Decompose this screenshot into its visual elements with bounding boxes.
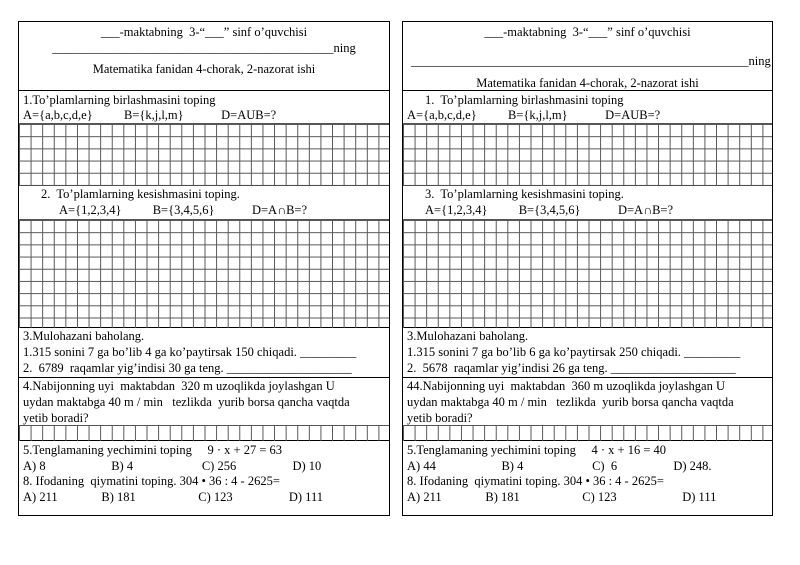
header-section [403, 22, 772, 91]
question-2-sets: A={1,2,3,4} B={3,4,5,6} D=A∩B=? [425, 203, 674, 217]
question-2-section [403, 186, 772, 328]
question-8-title: 8. Ifodaning qiymatini toping. 304 • 36 : 4 - 2625= [23, 474, 280, 488]
header-test-title: Matematika fanidan 4-chorak, 2-nazorat ishi [476, 76, 699, 90]
header-student-name: ______________________________________________________ning [411, 54, 771, 68]
answer-strip [403, 425, 772, 441]
question-3-title: 3.Mulohazani baholang. [407, 329, 529, 343]
question-5-options: A) 44 B) 4 C) 6 D) 248. [407, 459, 712, 473]
question-3-section [19, 328, 389, 378]
question-4-line-3: yetib boradi? [23, 411, 89, 425]
question-8-options: A) 211 B) 181 C) 123 D) 111 [23, 490, 323, 504]
question-3-statement-1: 1.315 sonini 7 ga bo’lib 4 ga ko’paytirsak 150 chiqadi. _________ [23, 345, 357, 359]
question-2-title: 2. To’plamlarning kesishmasini toping. [41, 187, 240, 201]
header-school-class: ___-maktabning 3-“___” sinf o’quvchisi [100, 25, 308, 39]
question-3-title: 3.Mulohazani baholang. [23, 329, 145, 343]
question-5-options: A) 8 B) 4 C) 256 D) 10 [23, 459, 322, 473]
question-4-line-1: 44.Nabijonning uyi maktabdan 360 m uzoqlikda joylashgan U [407, 379, 726, 393]
answer-strip [19, 425, 389, 441]
question-8-title: 8. Ifodaning qiymatini toping. 304 • 36 : 4 - 2625= [407, 474, 664, 488]
question-1-section [403, 91, 772, 186]
question-4-line-3: yetib boradi? [407, 411, 473, 425]
question-4-line-2: uydan maktabga 40 m / min tezlikda yurib borsa qancha vaqtda [407, 395, 734, 409]
question-3-statement-1: 1.315 sonini 7 ga bo’lib 6 ga ko’paytirsak 250 chiqadi. _________ [407, 345, 741, 359]
answer-grid [403, 219, 772, 328]
question-4-line-2: uydan maktabga 40 m / min tezlikda yurib borsa qancha vaqtda [23, 395, 350, 409]
question-5-title: 5.Tenglamaning yechimini toping 4 · x + 16 = 40 [407, 443, 667, 457]
question-3-statement-2: 2. 5678 raqamlar yig’indisi 26 ga teng. ____________________ [407, 361, 736, 375]
header-section [19, 22, 389, 91]
question-1-sets: A={a,b,c,d,e} B={k,j,l,m} D=AUB=? [407, 108, 661, 122]
question-5-8-section [19, 441, 389, 517]
answer-grid [19, 123, 389, 186]
question-4-line-1: 4.Nabijonning uyi maktabdan 320 m uzoqlikda joylashgan U [23, 379, 335, 393]
question-1-section [19, 91, 389, 186]
question-3-statement-2: 2. 6789 raqamlar yig’indisi 30 ga teng. ____________________ [23, 361, 352, 375]
question-1-title: 1. To’plamlarning birlashmasini toping [425, 93, 624, 107]
question-2-sets: A={1,2,3,4} B={3,4,5,6} D=A∩B=? [59, 203, 308, 217]
worksheet-left [18, 21, 390, 516]
question-8-options: A) 211 B) 181 C) 123 D) 111 [407, 490, 717, 504]
question-1-sets: A={a,b,c,d,e} B={k,j,l,m} D=AUB=? [23, 108, 277, 122]
question-2-title: 3. To’plamlarning kesishmasini toping. [425, 187, 624, 201]
question-2-section [19, 186, 389, 328]
header-student-name: _____________________________________________ning [52, 41, 356, 55]
header-test-title: Matematika fanidan 4-chorak, 2-nazorat ishi [92, 62, 316, 76]
worksheet-right [402, 21, 773, 516]
question-5-title: 5.Tenglamaning yechimini toping 9 · x + 27 = 63 [23, 443, 283, 457]
header-school-class: ___-maktabning 3-“___” sinf o’quvchisi [484, 25, 691, 39]
question-4-section [403, 378, 772, 441]
answer-grid [403, 123, 772, 186]
question-4-section [19, 378, 389, 441]
question-5-8-section [403, 441, 772, 517]
question-1-title: 1.To’plamlarning birlashmasini toping [23, 93, 216, 107]
answer-grid [19, 219, 389, 328]
question-3-section [403, 328, 772, 378]
